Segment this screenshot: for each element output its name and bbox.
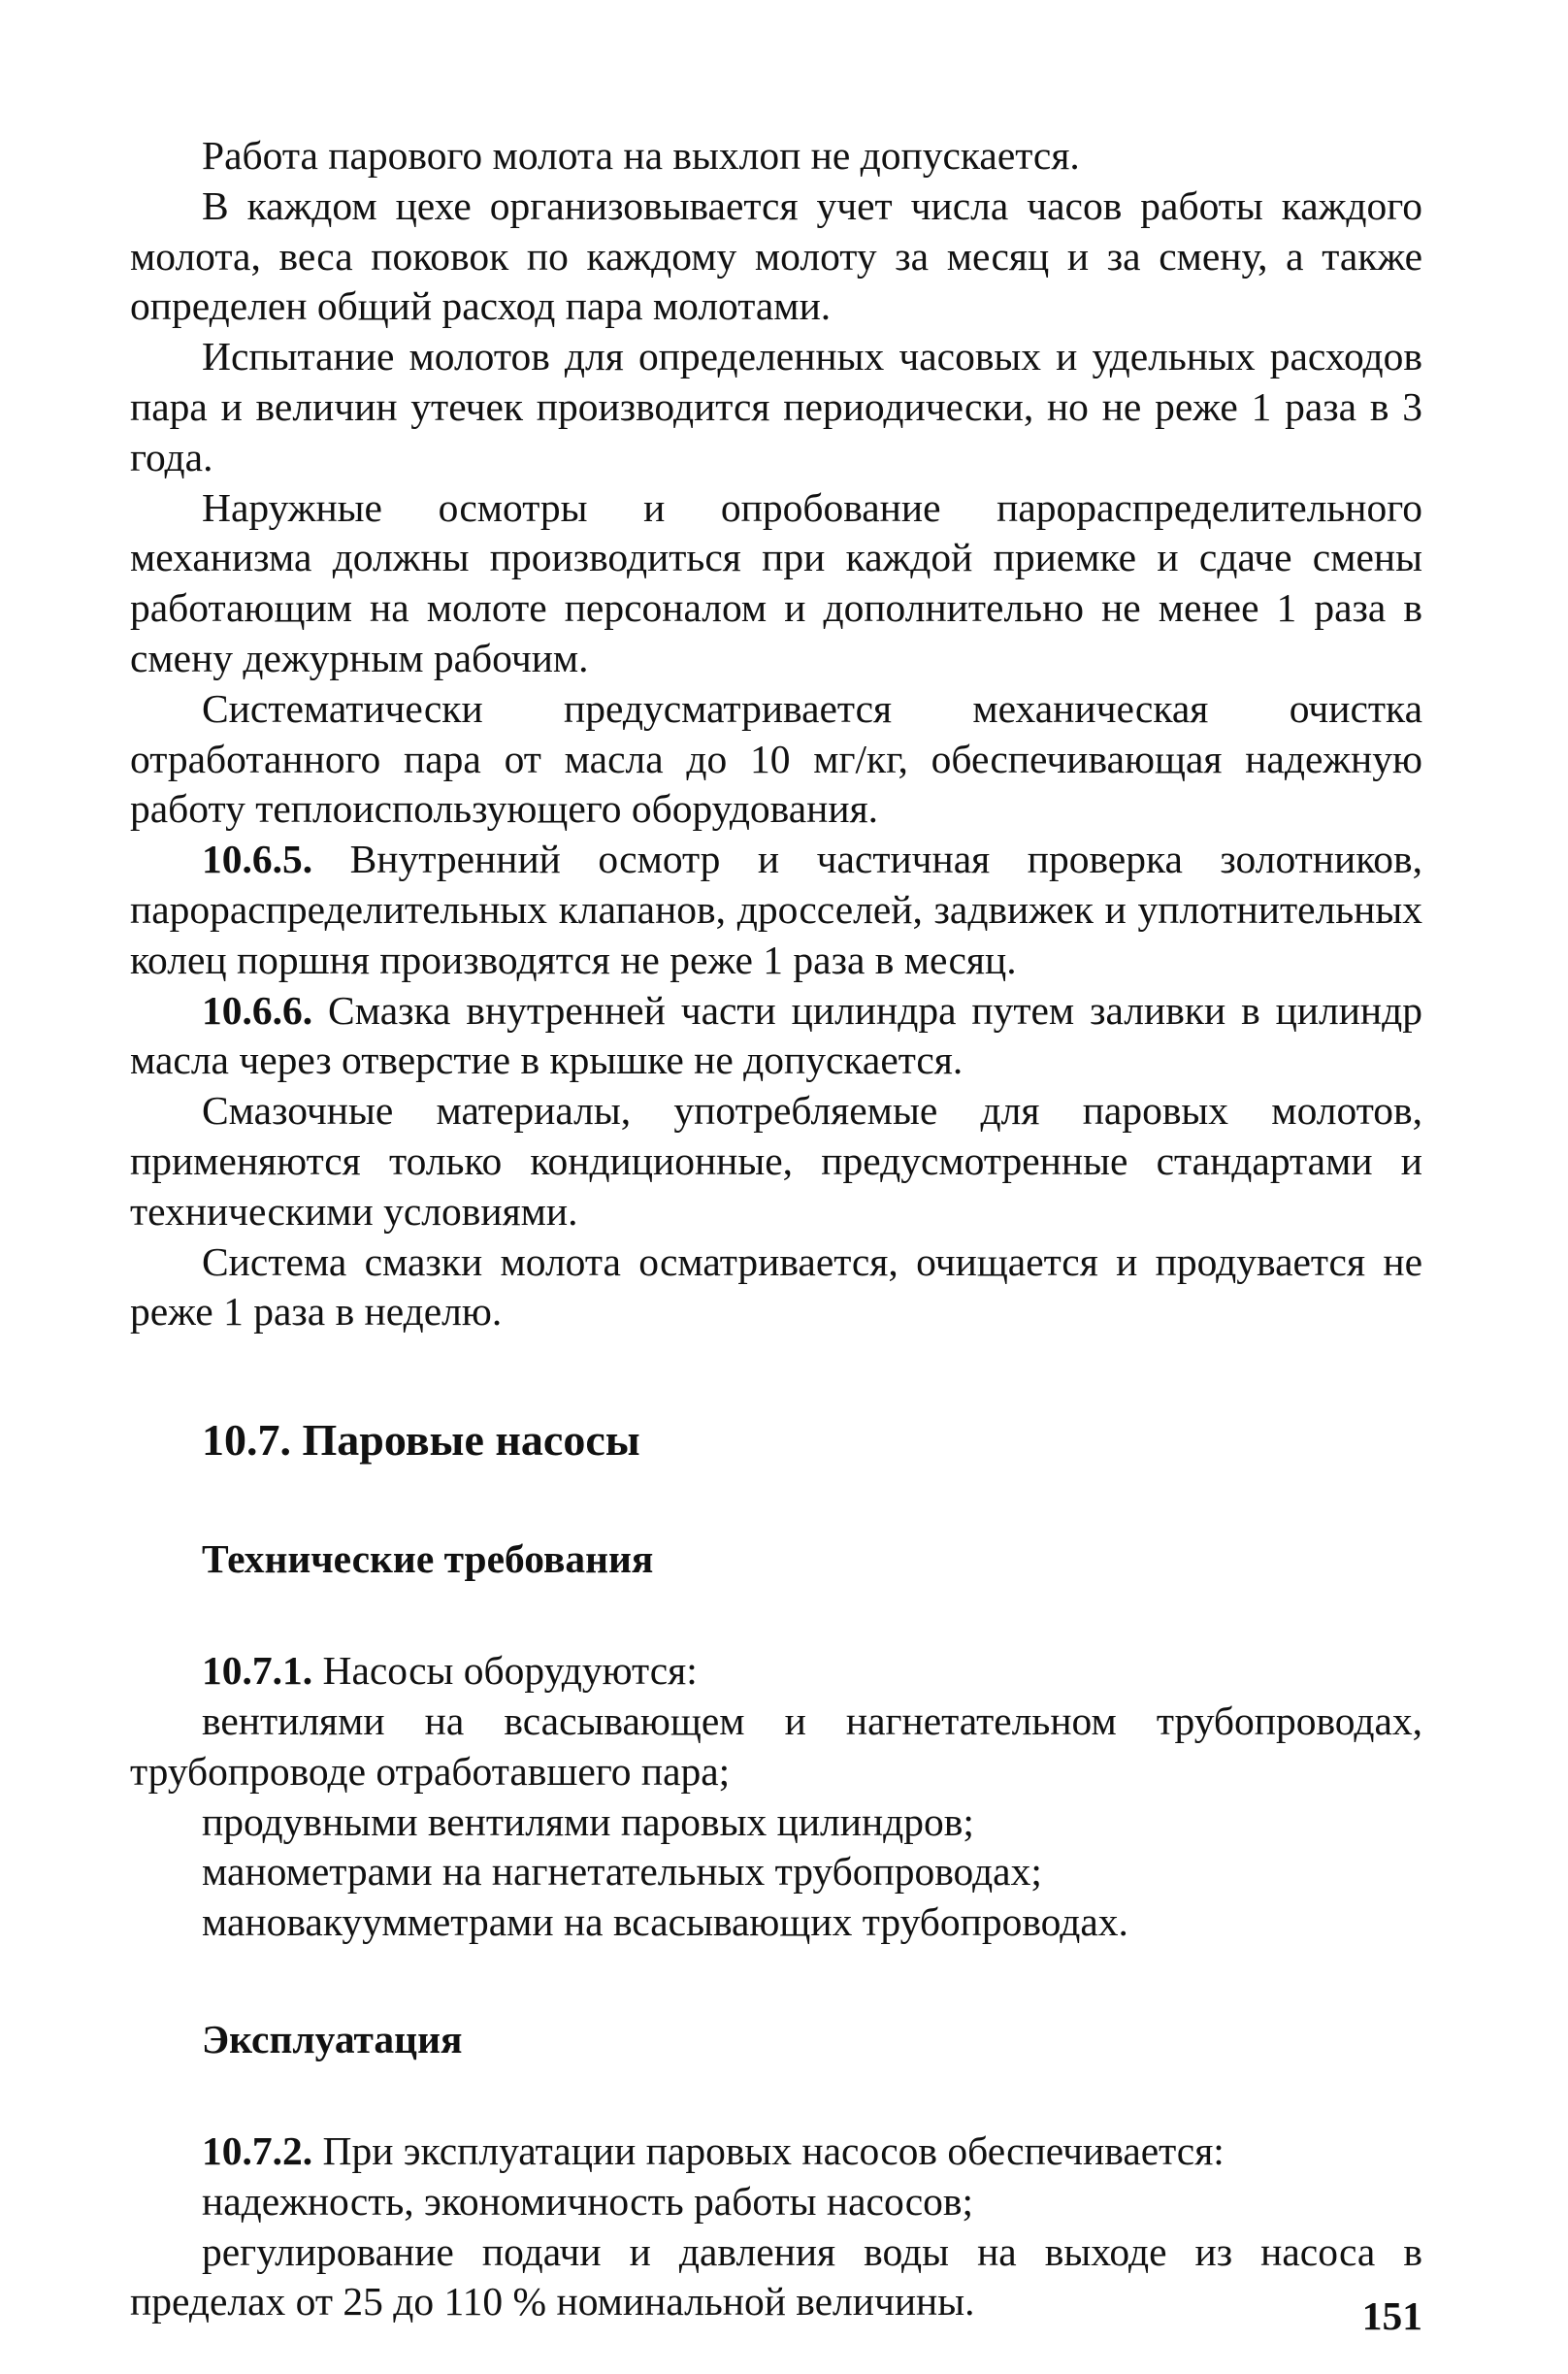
- paragraph-testing: Испытание молотов для определенных часовых и удельных расходов пара и величин утечек производится периодически, но не реже 1 раза в 3 года.: [130, 334, 1422, 479]
- clause-text: Насосы оборудуются:: [312, 1648, 698, 1694]
- section-title: 10.7. Паровые насосы: [202, 1415, 640, 1466]
- list-item: вентилями на всасывающем и нагнетательном трубопроводах, трубопроводе отработавшего пара;: [130, 1698, 1422, 1794]
- clause-number: 10.6.6.: [202, 987, 313, 1033]
- paragraph-lubrication-system: Система смазки молота осматривается, очищается и продувается не реже 1 раза в неделю.: [130, 1238, 1422, 1335]
- clause-text: Внутренний осмотр и частичная проверка золотников, парораспределительных клапанов, дросселей, задвижек и уплотнительных колец поршня производятся не реже 1 раза в месяц.: [130, 837, 1422, 982]
- paragraph-lubricants: Смазочные материалы, употребляемые для паровых молотов, применяются только кондиционные, предусмотренные стандартами и техническими условиями.: [130, 1088, 1422, 1234]
- subsection-technical-requirements: Технические требования: [202, 1536, 654, 1582]
- paragraph-inspection: Наружные осмотры и опробование парораспределительного механизма должны производиться при каждой приемке и сдаче смены работающим на молоте персоналом и дополнительно не менее 1 раза в смену дежурным рабочим.: [130, 484, 1422, 680]
- clause-number: 10.7.1.: [202, 1648, 313, 1694]
- list-item: надежность, экономичность работы насосов;: [202, 2178, 974, 2224]
- paragraph-exhaust: Работа парового молота на выхлоп не допускается.: [202, 133, 1080, 178]
- list-item: манометрами на нагнетательных трубопроводах;: [202, 1849, 1042, 1895]
- clause-number: 10.6.5.: [202, 837, 313, 882]
- clause-10-6-6: [130, 986, 1422, 1087]
- paragraph-cleaning: Систематически предусматривается механическая очистка отработанного пара от масла до 10 мг/кг, обеспечивающая надежную работу теплоиспользующего оборудования.: [130, 685, 1422, 832]
- clause-10-7-2: [130, 2127, 1422, 2177]
- list-item: продувными вентилями паровых цилиндров;: [202, 1798, 974, 1844]
- list-item: мановакуумметрами на всасывающих трубопроводах.: [202, 1899, 1128, 1945]
- page-number: 151: [1361, 2293, 1422, 2338]
- clause-10-6-5: [130, 835, 1422, 985]
- clause-text: При эксплуатации паровых насосов обеспечивается:: [312, 2127, 1225, 2173]
- clause-10-7-1: [130, 1646, 1422, 1697]
- clause-number: 10.7.2.: [202, 2127, 313, 2173]
- clause-text: Смазка внутренней части цилиндра путем заливки в цилиндр масла через отверстие в крышке не допускается.: [130, 987, 1422, 1083]
- list-item: регулирование подачи и давления воды на выходе из насоса в пределах от 25 до 110 % номинальной величины.: [130, 2228, 1422, 2325]
- subsection-operation: Эксплуатация: [202, 2016, 463, 2061]
- paragraph-accounting: В каждом цехе организовывается учет числа часов работы каждого молота, веса поковок по каждому молоту за месяц и за смену, а также определен общий расход пара молотами.: [130, 182, 1422, 329]
